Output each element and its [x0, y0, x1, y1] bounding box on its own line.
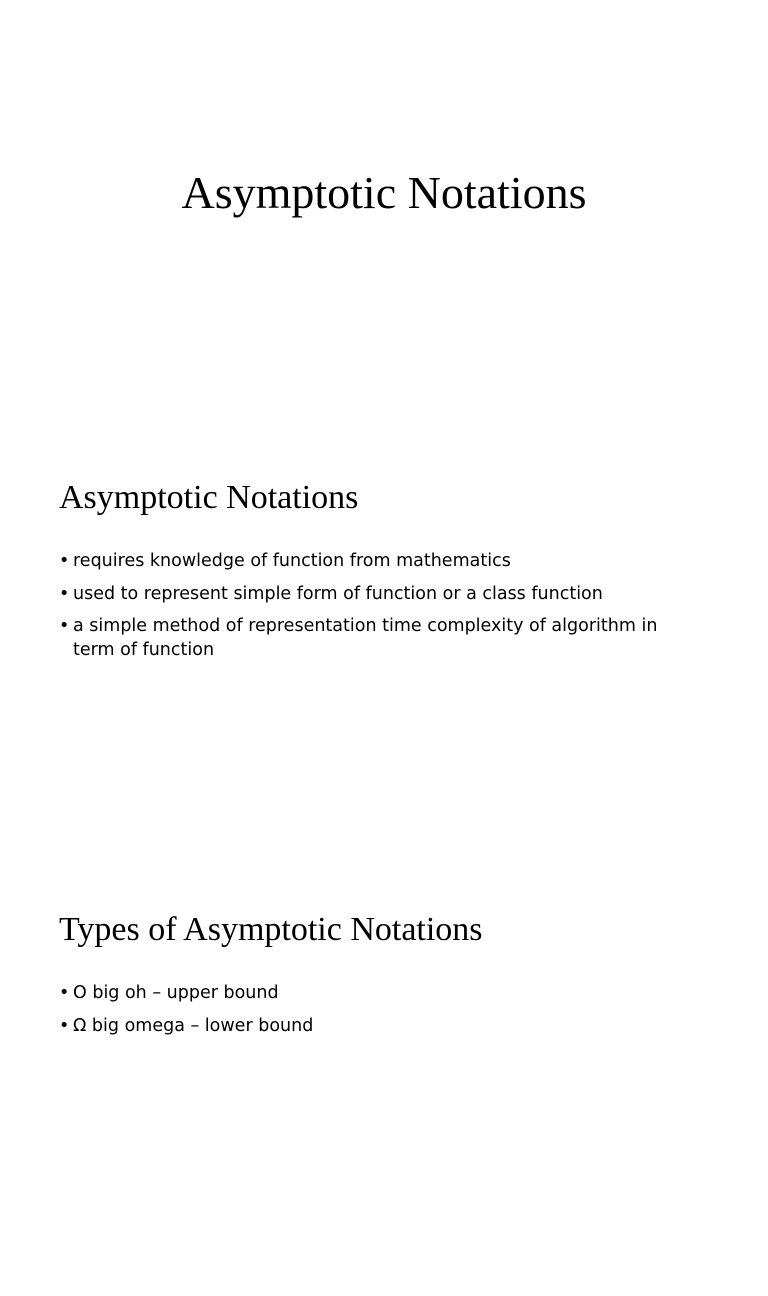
content-slide-types-of-asymptotic-notations — [0, 864, 768, 1296]
slide-heading: Types of Asymptotic Notations — [59, 911, 483, 948]
bullet-text: a simple method of representation time complexity of algorithm in term of function — [73, 616, 658, 660]
bullet-item — [59, 981, 699, 1005]
bullet-item — [59, 582, 699, 606]
slide-heading: Asymptotic Notations — [59, 479, 359, 516]
bullet-icon: • — [59, 583, 70, 604]
content-slide-asymptotic-notations — [0, 432, 768, 864]
title-slide — [0, 0, 768, 432]
bullet-list — [59, 549, 699, 671]
bullet-item — [59, 614, 699, 662]
bullet-item — [59, 1014, 699, 1038]
bullet-text: used to represent simple form of function or a class function — [73, 583, 603, 604]
bullet-item — [59, 549, 699, 573]
slide-title: Asymptotic Notations — [181, 167, 587, 218]
bullet-icon: • — [59, 616, 70, 636]
bullet-icon: • — [59, 1015, 70, 1036]
bullet-text: Ω big omega – lower bound — [73, 1015, 314, 1036]
bullet-text: requires knowledge of function from mathematics — [73, 551, 511, 571]
bullet-icon: • — [59, 983, 70, 1003]
bullet-list — [59, 981, 699, 1046]
bullet-icon: • — [59, 551, 70, 571]
bullet-text: O big oh – upper bound — [73, 983, 279, 1003]
